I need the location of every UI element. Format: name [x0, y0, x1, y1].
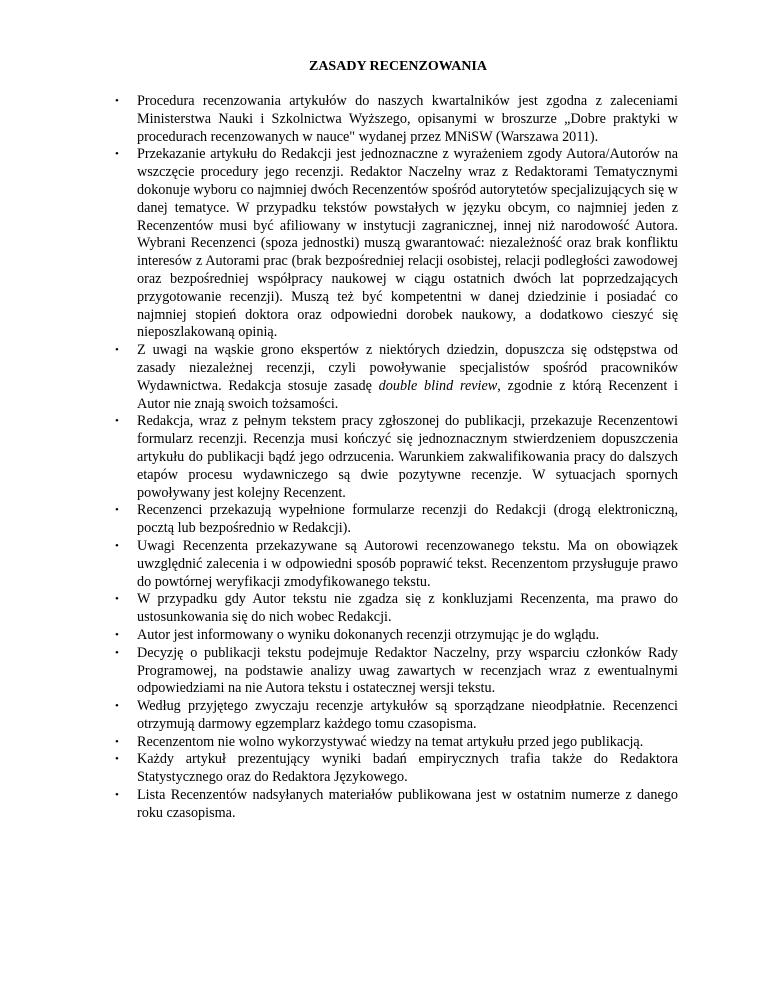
rule-text: Każdy artykuł prezentujący wyniki badań empirycznych trafia także do Redaktora Statystycznego oraz do Redaktora Językowego. [137, 751, 678, 786]
rule-item [102, 751, 678, 787]
rule-item [102, 627, 678, 645]
document-title: ZASADY RECENZOWANIA [308, 59, 487, 74]
bullet-icon: • [115, 628, 119, 641]
rule-text: Decyzję o publikacji tekstu podejmuje Redaktor Naczelny, przy wsparciu członków Rady Programowej, na podstawie analizy uwag zawartych w recenzjach wraz z ewentualnymi odpowiedziami na nie Autora tekstu i ostatecznej wersji tekstu. [137, 644, 678, 697]
bullet-icon: • [115, 95, 119, 107]
rules-list [102, 93, 678, 823]
rule-item [102, 146, 678, 342]
rule-item [102, 645, 678, 698]
bullet-icon: • [115, 415, 119, 428]
rule-text: Uwagi Recenzenta przekazywane są Autorowi recenzowanego tekstu. Ma on obowiązek uwzględnić zalecenia i w odpowiedni sposób poprawić tekst. Recenzentom przysługuje prawo do powtórnej weryfikacji zmodyfikowanego tekstu. [137, 537, 678, 590]
rule-text: Procedura recenzowania artykułów do naszych kwartalników jest zgodna z zaleceniami Ministerstwa Nauki i Szkolnictwa Wyższego, opisanymi w broszurze „Dobre praktyki w procedurach recenzowanych w nauce" wydanej przez MNiSW (Warszawa 2011). [137, 93, 678, 145]
rule-text-italic: double blind review [378, 377, 498, 394]
rule-item [102, 413, 678, 502]
rule-item [102, 734, 678, 752]
rule-item [102, 502, 678, 538]
rule-text: Przekazanie artykułu do Redakcji jest jednoznaczne z wyrażeniem zgody Autora/Autorów na wszczęcie procedury jego recenzji. Redaktor Naczelny wraz z Redaktorami Tematycznymi dokonuje wyboru co najmniej dwóch Recenzentów spośród autorytetów specjalizujących się w danej tematyce. W przypadku tekstów powstałych w języku obcym, co najmniej jeden z Recenzentów musi być afiliowany w instytucji zagranicznej, innej niż narodowość Autora. Wybrani Recenzenci (spoza jednostki) muszą gwarantować: niezależność oraz brak konfliktu interesów z Autorami prac (brak bezpośredniej relacji osobistej, relacji podległości zawodowej oraz bezpośredniej współpracy naukowej w ciągu ostatnich dwóch lat poprzedzających przygotowanie recenzji). Muszą też być kompetentni w danej dziedzinie i posiadać co najmniej stopień doktora oraz odpowiedni dorobek naukowy, a dodatkowo cieszyć się nieposzlakowaną opinią. [137, 146, 678, 341]
bullet-icon: • [115, 646, 119, 659]
bullet-icon: • [115, 344, 119, 357]
bullet-icon: • [115, 735, 119, 748]
rule-item [102, 93, 678, 146]
bullet-icon: • [115, 148, 119, 161]
rule-item [102, 342, 678, 413]
rule-text: Recenzenci przekazują wypełnione formularze recenzji do Redakcji (drogą elektroniczną, pocztą lub bezpośrednio w Redakcji). [137, 502, 678, 537]
bullet-icon: • [115, 700, 119, 713]
bullet-icon: • [115, 539, 119, 552]
bullet-icon: • [115, 789, 119, 802]
rule-item [102, 698, 678, 734]
bullet-icon: • [115, 753, 119, 766]
rule-text: W przypadku gdy Autor tekstu nie zgadza się z konkluzjami Recenzenta, ma prawo do ustosunkowania się do nich wobec Redakcji. [137, 591, 678, 626]
rule-text: Lista Recenzentów nadsyłanych materiałów publikowana jest w ostatnim numerze z danego roku czasopisma. [137, 787, 678, 821]
rule-text: , zgodnie z którą Recenzent i Autor nie znają swoich tożsamości. [137, 377, 678, 412]
rule-text: Recenzentom nie wolno wykorzystywać wiedzy na temat artykułu przed jego publikacją. [137, 733, 644, 750]
rule-text: Redakcja, wraz z pełnym tekstem pracy zgłoszonej do publikacji, przekazuje Recenzentowi formularz recenzji. Recenzja musi kończyć się jednoznacznym stwierdzeniem dopuszczenia artykułu do publikacji bądź jego odrzucenia. Warunkiem zakwalifikowania pracy do dalszych etapów procesu wydawniczego są dwie pozytywne recenzje. W sytuacjach spornych powoływany jest kolejny Recenzent. [137, 413, 678, 501]
rule-text: Według przyjętego zwyczaju recenzje artykułów są sporządzane nieodpłatnie. Recenzenci otrzymują darmowy egzemplarz każdego tomu czasopisma. [137, 698, 678, 732]
rule-item [102, 787, 678, 823]
rule-item [102, 538, 678, 591]
rule-item [102, 591, 678, 627]
rule-text: Z uwagi na wąskie grono ekspertów z niektórych dziedzin, dopuszcza się odstępstwa od zasady niezależnej recenzji, czyli powoływanie specjalistów spośród pracowników Wydawnictwa. Redakcja stosuje zasadę [137, 342, 678, 394]
bullet-icon: • [115, 593, 119, 606]
rule-text: Autor jest informowany o wyniku dokonanych recenzji otrzymując je do wglądu. [137, 626, 600, 643]
bullet-icon: • [115, 504, 119, 517]
